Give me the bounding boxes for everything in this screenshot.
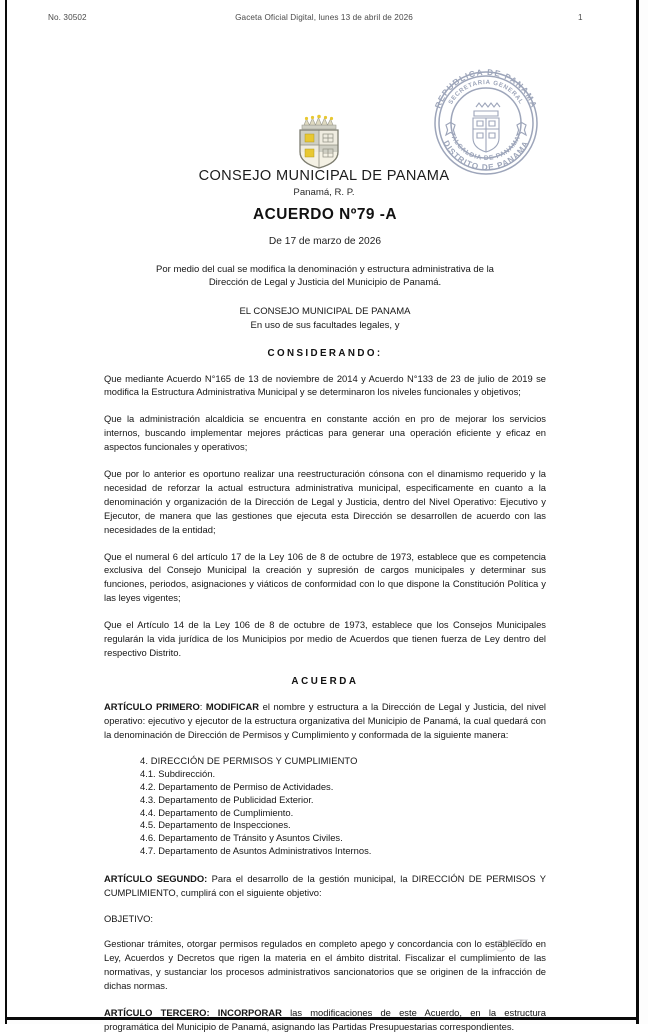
list-item: 4.4. Departamento de Cumplimiento. [140, 806, 294, 818]
seal-text-republica: REPUBLICA DE PANAMA [432, 66, 540, 110]
list-item: 4.5. Departamento de Inspecciones. [140, 819, 291, 831]
articulo-segundo [104, 872, 546, 900]
document-date: De 17 de marzo de 2026 [268, 236, 382, 247]
articulo-primero-verb: MODIFICAR [205, 700, 260, 712]
articulo-tercero [104, 1006, 546, 1034]
list-item: 4.7. Departamento de Asuntos Administrativos Internos. [140, 845, 372, 857]
seal-text-secretaria: SECRETARIA GENERAL [447, 78, 525, 106]
list-item: 4.6. Departamento de Tránsito y Asuntos Civiles. [140, 832, 343, 844]
considerando-heading: CONSIDERANDO: [267, 347, 383, 359]
articulo-segundo-text: Para el desarrollo de la gestión municipal, la DIRECCIÓN DE PERMISOS Y CUMPLIMIENTO, cumplirá con el siguiente objetivo: [104, 873, 547, 899]
secretaria-general-seal [424, 63, 548, 179]
list-item: 4.1. Subdirección. [140, 767, 216, 779]
enacting-body: EL CONSEJO MUNICIPAL DE PANAMA [239, 305, 411, 317]
document-subject: Por medio del cual se modifica la denominación y estructura administrativa de la Dirección de Legal y Justicia del Municipio de Panamá. [156, 264, 494, 289]
header-publication: Gaceta Oficial Digital, lunes 13 de abril de 2026 [235, 13, 413, 22]
articulo-primero-label: ARTÍCULO PRIMERO [104, 700, 200, 712]
articulo-tercero-space [210, 1007, 218, 1018]
articulo-tercero-verb: INCORPORAR [217, 1006, 282, 1018]
panama-city-coat-of-arms [288, 111, 350, 173]
structure-list [104, 755, 546, 859]
considerando-paragraph: Que el numeral 6 del artículo 17 de la Ley 106 de 8 de octubre de 1973, establece que es competencia exclusiva del Consejo Municipal la creación y supresión de cargos municipales y determinar sus funciones, periodos, asignaciones y viáticos de conformidad con lo que dispone la Constitución Política y las leyes vigentes; [104, 550, 546, 604]
seal-text-alcaldia: ALCALDIA DE PANAMA [449, 134, 523, 163]
organization-location: Panamá, R. P. [293, 187, 355, 198]
acuerda-heading: ACUERDA [291, 675, 359, 687]
articulo-tercero-text: las modificaciones de este Acuerdo, en la estructura programática del Municipio de Panamá, asignando las Partidas Presupuestarias correspondientes. [104, 1006, 546, 1032]
document-body [104, 206, 546, 1034]
masthead [0, 168, 648, 198]
articulo-primero-colon: : [199, 700, 206, 712]
header-issue-number: No. 30502 [48, 13, 87, 22]
seal-inner-crest [473, 103, 500, 152]
list-item: 4.2. Departamento de Permiso de Actividades. [140, 780, 334, 792]
objetivo-text: Gestionar trámites, otorgar permisos regulados en completo apego y concordancia con lo establecido en Ley, Acuerdos y Decretos que rigen la materia en el ámbito distrital. Fiscalizar el cumplimiento de las normativas, y sustanciar los procesos administrativos sancionatorios que se originen de la infracción de dichas normas. [104, 938, 546, 991]
page-border-right [636, 0, 639, 1024]
articulo-primero [104, 700, 546, 742]
seal-text-distrito: DISTRITO DE PANAMA [441, 139, 531, 173]
crest-crown [302, 115, 336, 129]
list-item: 4.3. Departamento de Publicidad Exterior. [140, 793, 314, 805]
enacting-clause: En uso de sus facultades legales, y [250, 319, 400, 331]
considerando-paragraph: Que el Artículo 14 de la Ley 106 de 8 de octubre de 1973, establece que los Consejos Municipales regularán la vida jurídica de los Municipios por medio de Acuerdos que tienen fuerza de Ley dentro del respectivo Distrito. [104, 619, 546, 658]
considerando-paragraph: Que la administración alcaldicia se encuentra en constante acción en pro de mejorar los servicios internos, buscando implementar mejores prácticas para generar una operación eficiente y eficaz en aspectos funcionales y operativos; [104, 413, 546, 453]
list-item: 4. DIRECCIÓN DE PERMISOS Y CUMPLIMIENTO [140, 754, 358, 766]
enacting-block [104, 305, 546, 333]
objetivo-label: OBJETIVO: [104, 913, 153, 925]
crest-shield [300, 130, 338, 168]
header-page-number: 1 [578, 13, 583, 22]
handwritten-initial-mark [487, 932, 551, 962]
considerando-paragraph: Que mediante Acuerdo N°165 de 13 de noviembre de 2014 y Acuerdo N°133 de 23 de julio de 2019 se modifica la Estructura Administrativa Municipal y se determinaron los niveles funcionales y objetivos; [104, 372, 546, 398]
organization-name: CONSEJO MUNICIPAL DE PANAMA [198, 168, 450, 184]
articulo-primero-text: el nombre y estructura a la Dirección de Legal y Justicia, del nivel operativo: ejecutivo y ejecutor de la estructura organizativa del Municipio de Panamá, la cual quedará con la denominación de Dirección de Permisos y Cumplimiento y conformada de la siguiente manera: [104, 700, 546, 740]
considerando-paragraph: Que por lo anterior es oportuno realizar una reestructuración cónsona con el dinamismo requerido y la necesidad de reforzar la actual estructura administrativa municipal, especificamente en cuanto a la denominación y organización de la Dirección de Legal y Justicia, dentro del Nivel Operativo: Ejecutivo y Ejecutor, de manera que las gestiones que ejecuta esta Dirección se desarrollen de acuerdo con las necesidades de la entidad; [104, 468, 546, 535]
articulo-tercero-label: ARTÍCULO TERCERO: [104, 1006, 210, 1018]
articulo-segundo-label: ARTÍCULO SEGUNDO: [104, 873, 208, 885]
document-title: ACUERDO Nº79 -A [253, 206, 397, 223]
